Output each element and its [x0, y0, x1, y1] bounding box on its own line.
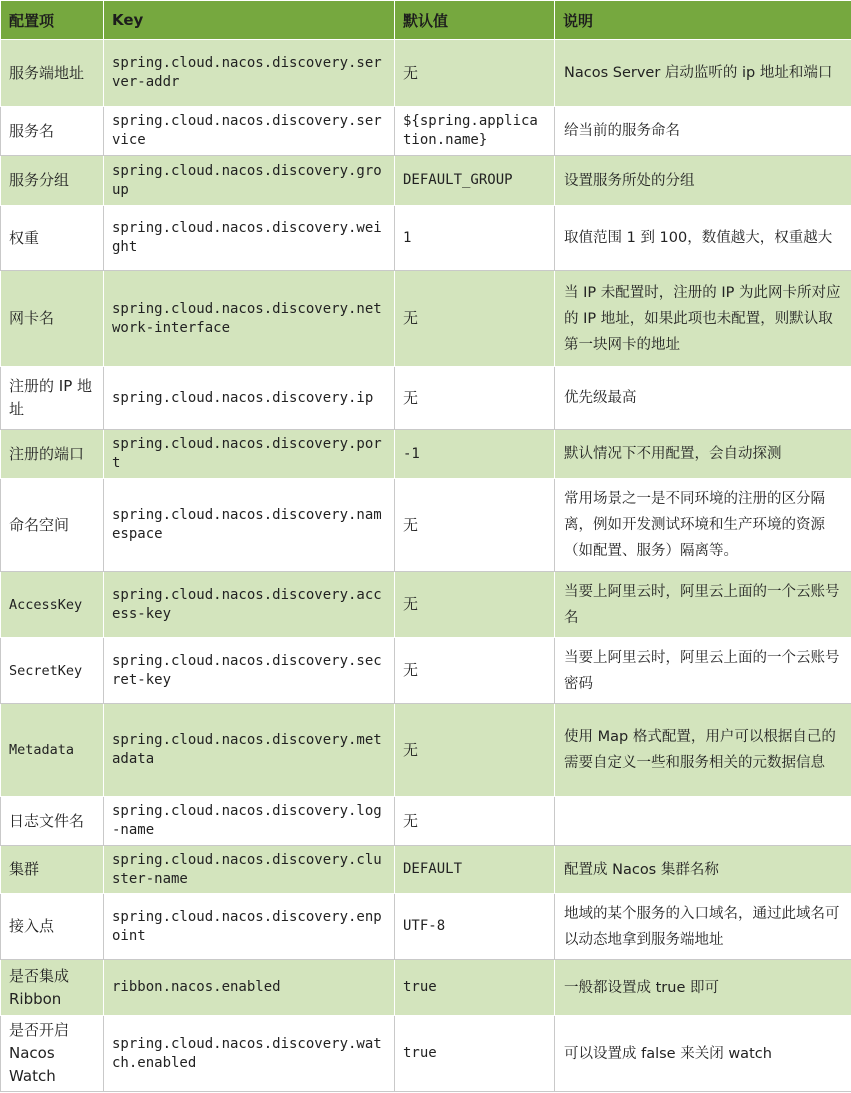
table-row — [1, 206, 851, 271]
description-cell: 可以设置成 false 来关闭 watch — [555, 1016, 851, 1092]
table-row — [1, 638, 851, 704]
key-cell: spring.cloud.nacos.discovery.log-name — [104, 797, 395, 846]
default-value-cell: true — [395, 1016, 555, 1092]
config-item-cell: Metadata — [1, 704, 104, 797]
description-cell: 优先级最高 — [555, 367, 851, 430]
description-cell: Nacos Server 启动监听的 ip 地址和端口 — [555, 40, 851, 107]
description-cell: 当要上阿里云时，阿里云上面的一个云账号名 — [555, 572, 851, 638]
default-value-cell: 无 — [395, 271, 555, 367]
header-key: Key — [104, 1, 395, 40]
description-cell: 当 IP 未配置时，注册的 IP 为此网卡所对应的 IP 地址，如果此项也未配置，则默认取第一块网卡的地址 — [555, 271, 851, 367]
default-value-cell: -1 — [395, 430, 555, 479]
config-item-cell: 是否集成 Ribbon — [1, 960, 104, 1016]
key-cell: ribbon.nacos.enabled — [104, 960, 395, 1016]
key-cell: spring.cloud.nacos.discovery.cluster-name — [104, 846, 395, 894]
default-value-cell: 无 — [395, 797, 555, 846]
default-value-cell: ${spring.application.name} — [395, 107, 555, 156]
description-cell: 地域的某个服务的入口域名，通过此域名可以动态地拿到服务端地址 — [555, 894, 851, 960]
description-cell: 一般都设置成 true 即可 — [555, 960, 851, 1016]
table-body — [1, 40, 851, 1092]
config-item-cell: 日志文件名 — [1, 797, 104, 846]
key-cell: spring.cloud.nacos.discovery.service — [104, 107, 395, 156]
description-cell: 给当前的服务命名 — [555, 107, 851, 156]
default-value-cell: 无 — [395, 704, 555, 797]
header-description: 说明 — [555, 1, 851, 40]
table-row — [1, 107, 851, 156]
default-value-cell: 无 — [395, 572, 555, 638]
header-default-value: 默认值 — [395, 1, 555, 40]
default-value-cell: 无 — [395, 479, 555, 572]
table-row — [1, 430, 851, 479]
table-row — [1, 572, 851, 638]
default-value-cell: DEFAULT_GROUP — [395, 156, 555, 206]
config-item-cell: 接入点 — [1, 894, 104, 960]
config-item-cell: 集群 — [1, 846, 104, 894]
key-cell: spring.cloud.nacos.discovery.metadata — [104, 704, 395, 797]
table-row — [1, 271, 851, 367]
key-cell: spring.cloud.nacos.discovery.group — [104, 156, 395, 206]
config-item-cell: 是否开启 Nacos Watch — [1, 1016, 104, 1092]
description-cell: 常用场景之一是不同环境的注册的区分隔离，例如开发测试环境和生产环境的资源（如配置、服务）隔离等。 — [555, 479, 851, 572]
key-cell: spring.cloud.nacos.discovery.network-interface — [104, 271, 395, 367]
key-cell: spring.cloud.nacos.discovery.server-addr — [104, 40, 395, 107]
table-row — [1, 704, 851, 797]
description-cell: 配置成 Nacos 集群名称 — [555, 846, 851, 894]
key-cell: spring.cloud.nacos.discovery.weight — [104, 206, 395, 271]
config-item-cell: 服务分组 — [1, 156, 104, 206]
description-cell: 设置服务所处的分组 — [555, 156, 851, 206]
header-row — [1, 1, 851, 40]
table-header — [1, 1, 851, 40]
config-item-cell: SecretKey — [1, 638, 104, 704]
table-row — [1, 367, 851, 430]
default-value-cell: true — [395, 960, 555, 1016]
key-cell: spring.cloud.nacos.discovery.enpoint — [104, 894, 395, 960]
table-row — [1, 1016, 851, 1092]
key-cell: spring.cloud.nacos.discovery.secret-key — [104, 638, 395, 704]
table-row — [1, 846, 851, 894]
default-value-cell: DEFAULT — [395, 846, 555, 894]
description-cell — [555, 797, 851, 846]
table-row — [1, 797, 851, 846]
default-value-cell: 1 — [395, 206, 555, 271]
description-cell: 取值范围 1 到 100，数值越大，权重越大 — [555, 206, 851, 271]
table-row — [1, 894, 851, 960]
config-item-cell: 命名空间 — [1, 479, 104, 572]
table-row — [1, 156, 851, 206]
table-row — [1, 40, 851, 107]
description-cell: 默认情况下不用配置，会自动探测 — [555, 430, 851, 479]
key-cell: spring.cloud.nacos.discovery.namespace — [104, 479, 395, 572]
default-value-cell: 无 — [395, 638, 555, 704]
header-config-item: 配置项 — [1, 1, 104, 40]
table-row — [1, 479, 851, 572]
config-item-cell: 服务端地址 — [1, 40, 104, 107]
config-item-cell: 网卡名 — [1, 271, 104, 367]
config-item-cell: 权重 — [1, 206, 104, 271]
default-value-cell: UTF-8 — [395, 894, 555, 960]
table-row — [1, 960, 851, 1016]
config-item-cell: 注册的 IP 地址 — [1, 367, 104, 430]
description-cell: 当要上阿里云时，阿里云上面的一个云账号密码 — [555, 638, 851, 704]
key-cell: spring.cloud.nacos.discovery.watch.enabled — [104, 1016, 395, 1092]
description-cell: 使用 Map 格式配置，用户可以根据自己的需要自定义一些和服务相关的元数据信息 — [555, 704, 851, 797]
config-item-cell: 服务名 — [1, 107, 104, 156]
key-cell: spring.cloud.nacos.discovery.port — [104, 430, 395, 479]
key-cell: spring.cloud.nacos.discovery.ip — [104, 367, 395, 430]
config-item-cell: AccessKey — [1, 572, 104, 638]
key-cell: spring.cloud.nacos.discovery.access-key — [104, 572, 395, 638]
default-value-cell: 无 — [395, 40, 555, 107]
default-value-cell: 无 — [395, 367, 555, 430]
config-item-cell: 注册的端口 — [1, 430, 104, 479]
